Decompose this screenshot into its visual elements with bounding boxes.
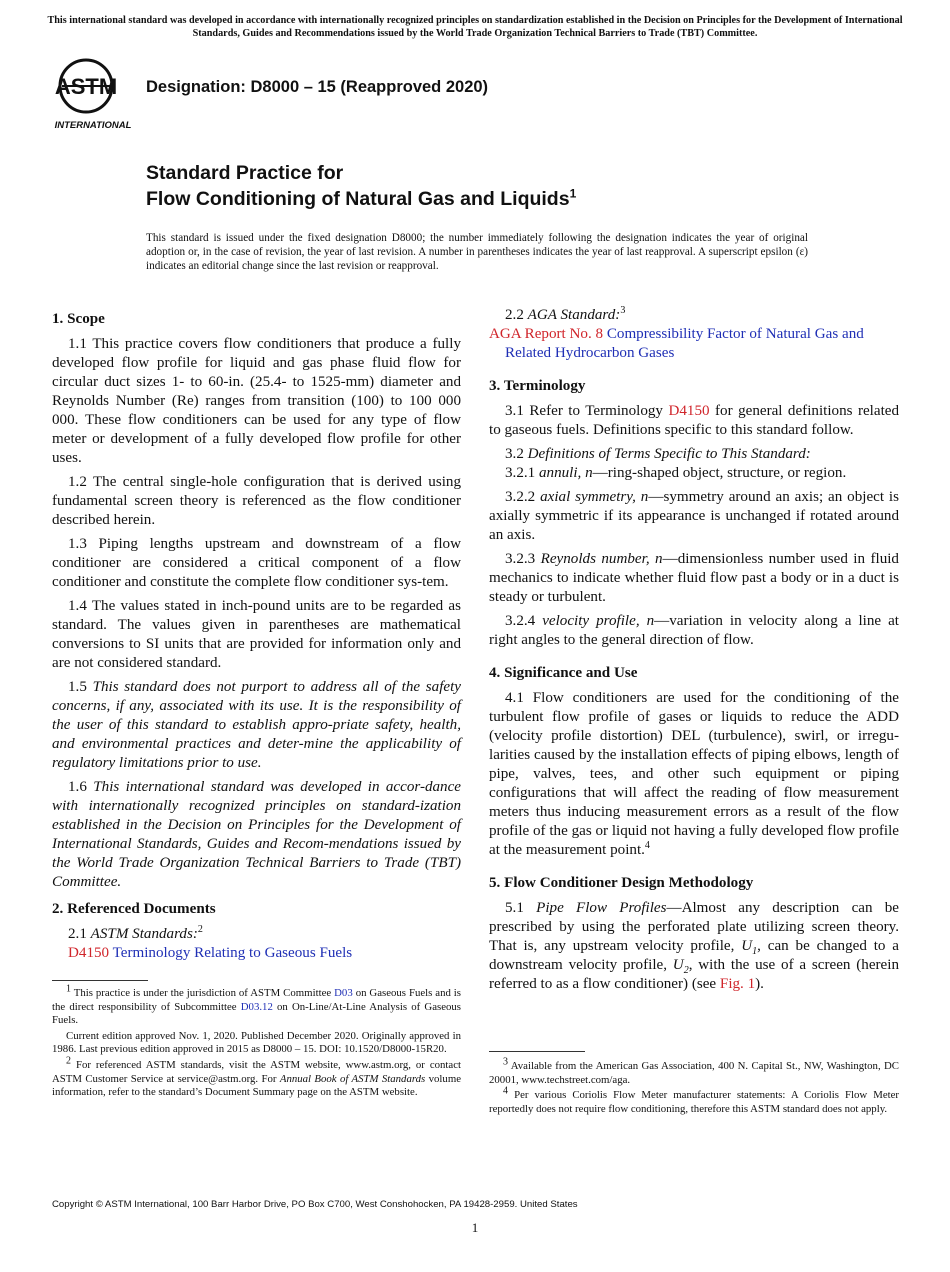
footnote-1-c: on On-Line/At-Line Analysis of Gaseous Fuels.: [52, 1000, 461, 1027]
designation: Designation: D8000 – 15 (Reapproved 2020): [146, 78, 489, 96]
footnote-2-a: For referenced ASTM standards, visit the ASTM website, www.astm.org, or contact ASTM Customer Service at service@astm.org. For: [52, 1058, 461, 1085]
footnote-3-mark: 3: [503, 1056, 508, 1068]
tbt-notice: This international standard was developed in accordance with internationally recognized principles on standardization established in the Decision on Principles for the Development of International Standards, Guides and Recommendations issued by the World Trade Organization Technical Barriers to Trade (TBT) Committee.: [47, 15, 903, 39]
def-3-2-3-num: 3.2.3: [505, 551, 536, 567]
para-3-2-num: 3.2: [505, 446, 524, 462]
left-column: [52, 306, 461, 968]
para-2-1-num: 2.1: [68, 926, 87, 942]
ref-aga-title[interactable]: Compressibility Factor of Natural Gas and Related Hydrocarbon Gases: [505, 326, 864, 361]
para-1-6: [52, 778, 461, 892]
footnote-1-a: This practice is under the jurisdiction of ASTM Committee: [73, 987, 332, 999]
ref-aga-report-8: [489, 325, 899, 363]
para-4-1-text: 4.1 Flow conditioners are used for the conditioning of the turbulent flow profile of gases or liquids to reduce the ADD (velocity profile distortion) DEL (turbulence), swirl, or irregu-larities caused by the installation effects of piping elbows, length of pipe, valves, tees, and other such equipment or piping configurations that will affect the reading of flow measurement meters thus inducing measurement errors as a result of the flow profile of the gas or liquid not having a fully developed flow profile at the measurement point.: [489, 690, 899, 858]
ref-d4150: [52, 944, 461, 963]
para-1-5-text: This standard does not purport to address all of the safety concerns, if any, associated with its use. It is the responsibility of the user of this standard to establish appro-priate safety, health, and environmental practices and deter-mine the applicability of regulatory limitations prior to use.: [52, 679, 462, 771]
para-1-6-num: 1.6: [68, 779, 87, 795]
symbol-u2: U: [672, 957, 684, 973]
def-3-2-1-num: 3.2.1: [505, 465, 536, 481]
para-5-1-num: 5.1: [505, 900, 524, 916]
def-3-2-4-term: velocity profile, n: [542, 613, 655, 629]
ref-aga-code[interactable]: AGA Report No. 8: [489, 326, 604, 342]
para-3-1-b: for general definitions related to gaseous fuels. Definitions specific to this standard follow.: [489, 403, 900, 438]
def-3-2-2-text: —symmetry around an axis; an object is axially symmetric if its appearance is unchanged if rotated around an axis.: [489, 489, 899, 543]
para-1-4: 1.4 The values stated in inch-pound units are to be regarded as standard. The values given in parentheses are mathematical conversions to SI units that are provided for information only and are not considered standard.: [52, 598, 461, 671]
def-3-2-3-text: —dimensionless number used in fluid mechanics to indicate whether fluid flow past a body or in a duct is steady or turbulent.: [489, 551, 899, 605]
para-1-5-num: 1.5: [68, 679, 87, 695]
title-line-2: Flow Conditioning of Natural Gas and Liquids: [146, 188, 570, 210]
footnote-4-text: Per various Coriolis Flow Meter manufacturer statements: A Coriolis Flow Meter reportedly does not require flow conditioning, therefore this ASTM standard does not apply.: [489, 1089, 900, 1115]
footnote-3-text: Available from the American Gas Association, 400 N. Capital St., NW, Washington, DC 20001, www.techstreet.com/aga.: [489, 1060, 899, 1086]
copyright: Copyright © ASTM International, 100 Barr Harbor Drive, PO Box C700, West Conshohocken, PA 19428-2959. United States: [52, 1199, 578, 1210]
def-3-2-4: [489, 612, 899, 650]
footnote-mark-3: 3: [620, 304, 626, 316]
section-3-heading: 3. Terminology: [489, 378, 586, 394]
ref-d4150-title[interactable]: Terminology Relating to Gaseous Fuels: [112, 945, 353, 961]
symbol-u1-sub: 1: [752, 946, 758, 958]
para-3-2: [489, 445, 899, 464]
def-3-2-1: [489, 464, 899, 483]
footnote-4: [489, 1085, 900, 1116]
footnote-1-b: on Gaseous Fuels and is the direct responsibility of Subcommittee: [52, 987, 462, 1013]
footnote-1: [52, 983, 462, 1028]
para-2-2: [489, 306, 899, 325]
footnote-rule-right: [489, 1051, 585, 1052]
footnote-rule-left: [52, 980, 148, 981]
def-3-2-1-term: annuli, n: [538, 465, 593, 481]
para-5-1-b: , can be changed to a downstream velocity profile,: [489, 938, 899, 973]
footnotes-right: [489, 1056, 900, 1118]
para-5-1-c: , with the use of a screen (herein referred to as a flow conditioner) (see: [489, 957, 899, 992]
para-2-2-label: AGA Standard:: [527, 307, 621, 323]
footnote-2-b: volume information, refer to the standard’s Document Summary page on the ASTM website.: [52, 1072, 462, 1099]
def-3-2-2: [489, 488, 899, 545]
para-1-5: [52, 678, 461, 773]
para-3-2-label: Definitions of Terms Specific to This Standard:: [527, 446, 811, 462]
astm-logo: [52, 56, 134, 132]
section-1-heading: 1. Scope: [52, 311, 105, 327]
footnote-mark-4: 4: [644, 839, 650, 851]
para-4-1: [489, 689, 899, 860]
title-footnote-mark: 1: [569, 186, 577, 201]
ref-d4150-code[interactable]: D4150: [68, 945, 110, 961]
def-3-2-1-text: —ring-shaped object, structure, or region.: [592, 465, 847, 481]
para-5-1: [489, 899, 899, 994]
def-3-2-4-text: —variation in velocity along a line at right angles to the general direction of flow.: [489, 613, 900, 648]
footnote-2-italic: Annual Book of ASTM Standards: [279, 1072, 426, 1085]
issuance-statement: This standard is issued under the fixed designation D8000; the number immediately following the designation indicates the year of original adoption or, in the case of revision, the year of last revision. A number in parentheses indicates the year of last reapproval. A superscript epsilon (ε) indicates an editorial change since the last revision or reapproval.: [146, 232, 808, 272]
symbol-u2-sub: 2: [683, 965, 689, 977]
page-number: 1: [471, 1220, 479, 1235]
section-2-heading: 2. Referenced Documents: [52, 901, 216, 917]
page-title: [146, 160, 576, 212]
def-3-2-2-num: 3.2.2: [505, 489, 536, 505]
para-2-1: [52, 925, 461, 944]
def-3-2-2-term: axial symmetry, n: [540, 489, 649, 505]
symbol-u1: U: [741, 938, 753, 954]
para-2-1-label: ASTM Standards:: [90, 926, 198, 942]
para-5-1-a: —Almost any description can be prescribed by using the perforated plate utilizing screen theory. That is, any upstream velocity profile,: [489, 900, 899, 954]
para-5-1-label: Pipe Flow Profiles: [536, 900, 667, 916]
para-1-2: 1.2 The central single-hole configuration that is derived using fundamental screen theory is referenced as the flow conditioner described herein.: [52, 474, 461, 528]
para-3-1-a: 3.1 Refer to Terminology: [505, 403, 663, 419]
para-5-1-d: ).: [755, 976, 764, 992]
footnote-3: [489, 1056, 899, 1087]
def-3-2-4-num: 3.2.4: [505, 613, 536, 629]
logo-text: ASTM: [54, 74, 118, 99]
section-4-heading: 4. Significance and Use: [489, 665, 638, 681]
para-2-2-num: 2.2: [505, 307, 524, 323]
def-3-2-3: [489, 550, 899, 607]
para-3-1-link[interactable]: D4150: [668, 403, 710, 419]
para-3-1: [489, 402, 899, 440]
footnote-1-edition: Current edition approved Nov. 1, 2020. Published December 2020. Originally approved in 1986. Last previous edition approved in 2015 as D8000 – 15. DOI: 10.1520/D8000-15R20.: [52, 1029, 461, 1056]
def-3-2-3-term: Reynolds number, n: [540, 551, 663, 567]
para-1-1: 1.1 This practice covers flow conditioners that produce a fully developed flow profile for liquid and gas phase fluid flow for circular duct sizes 1- to 60-in. (25.4- to 1525-mm) diameter and Reynolds Number (Re) ranges from transition (100) to 100 000 000. These flow conditioners can be used for any type of flow meter or development of a fully developed flow profile for other uses.: [52, 336, 461, 466]
fig-1-link[interactable]: Fig. 1: [719, 976, 756, 992]
footnote-1-link-d03[interactable]: D03: [334, 987, 353, 999]
footnote-2: [52, 1055, 462, 1100]
right-column: [489, 306, 899, 999]
logo-subtext: INTERNATIONAL: [54, 120, 132, 131]
footnote-2-mark: 2: [66, 1055, 71, 1067]
para-1-6-text: This international standard was developed in accor-dance with internationally recognized principles on standard-ization established in the Decision on Principles for the Development of International Standards, Guides and Recom-mendations issued by the World Trade Organization Technical Barriers to Trade (TBT) Committee.: [52, 779, 462, 890]
section-5-heading: 5. Flow Conditioner Design Methodology: [489, 875, 754, 891]
footnote-mark-2: 2: [197, 923, 203, 935]
footnote-4-mark: 4: [503, 1085, 508, 1097]
para-1-3: 1.3 Piping lengths upstream and downstream of a flow conditioner are considered a critical component of a flow conditioner and constitute the complete flow conditioner sys-tem.: [52, 536, 461, 590]
footnote-1-link-d0312[interactable]: D03.12: [240, 1000, 273, 1013]
footnote-1-mark: 1: [66, 983, 71, 995]
title-line-1: Standard Practice for: [146, 162, 344, 184]
footnotes-left: [52, 983, 462, 1102]
